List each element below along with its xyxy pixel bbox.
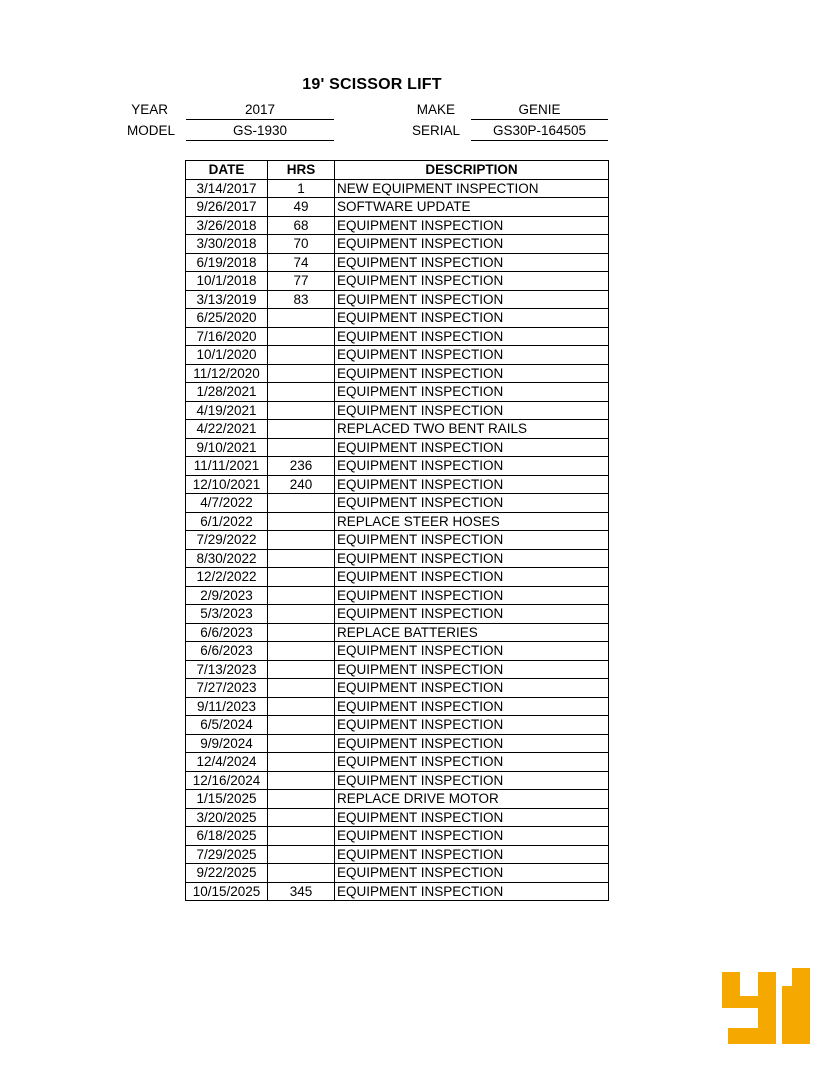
cell-hrs: 49 bbox=[268, 198, 335, 217]
cell-description: EQUIPMENT INSPECTION bbox=[335, 383, 609, 402]
cell-hrs bbox=[268, 494, 335, 513]
cell-description: EQUIPMENT INSPECTION bbox=[335, 290, 609, 309]
table-row bbox=[186, 420, 609, 439]
cell-hrs: 68 bbox=[268, 216, 335, 235]
cell-date: 7/29/2022 bbox=[186, 531, 268, 550]
cell-date: 10/1/2020 bbox=[186, 346, 268, 365]
cell-description: EQUIPMENT INSPECTION bbox=[335, 531, 609, 550]
cell-description: EQUIPMENT INSPECTION bbox=[335, 216, 609, 235]
cell-description: REPLACE BATTERIES bbox=[335, 623, 609, 642]
cell-hrs bbox=[268, 697, 335, 716]
cell-description: EQUIPMENT INSPECTION bbox=[335, 568, 609, 587]
cell-hrs bbox=[268, 327, 335, 346]
maintenance-log-table bbox=[185, 160, 609, 901]
table-row bbox=[186, 882, 609, 901]
serial-value: GS30P-164505 bbox=[471, 122, 608, 141]
cell-date: 7/16/2020 bbox=[186, 327, 268, 346]
cell-hrs bbox=[268, 549, 335, 568]
table-row bbox=[186, 401, 609, 420]
table-row bbox=[186, 605, 609, 624]
cell-hrs: 77 bbox=[268, 272, 335, 291]
cell-date: 6/18/2025 bbox=[186, 827, 268, 846]
model-value: GS-1930 bbox=[186, 122, 334, 141]
cell-date: 9/10/2021 bbox=[186, 438, 268, 457]
cell-hrs: 240 bbox=[268, 475, 335, 494]
cell-hrs bbox=[268, 753, 335, 772]
cell-description: EQUIPMENT INSPECTION bbox=[335, 605, 609, 624]
cell-description: EQUIPMENT INSPECTION bbox=[335, 753, 609, 772]
cell-description: EQUIPMENT INSPECTION bbox=[335, 679, 609, 698]
cell-date: 4/7/2022 bbox=[186, 494, 268, 513]
column-header-date: DATE bbox=[186, 161, 268, 180]
table-row bbox=[186, 549, 609, 568]
cell-date: 12/4/2024 bbox=[186, 753, 268, 772]
cell-hrs bbox=[268, 364, 335, 383]
cell-hrs bbox=[268, 586, 335, 605]
cell-hrs bbox=[268, 568, 335, 587]
cell-description: EQUIPMENT INSPECTION bbox=[335, 549, 609, 568]
make-label: MAKE bbox=[416, 102, 455, 117]
table-body bbox=[186, 179, 609, 901]
cell-date: 1/28/2021 bbox=[186, 383, 268, 402]
cell-description: REPLACED TWO BENT RAILS bbox=[335, 420, 609, 439]
table-row bbox=[186, 290, 609, 309]
cell-hrs bbox=[268, 771, 335, 790]
cell-date: 6/25/2020 bbox=[186, 309, 268, 328]
cell-date: 6/6/2023 bbox=[186, 623, 268, 642]
cell-date: 8/30/2022 bbox=[186, 549, 268, 568]
cell-date: 4/19/2021 bbox=[186, 401, 268, 420]
cell-date: 4/22/2021 bbox=[186, 420, 268, 439]
table-row bbox=[186, 864, 609, 883]
cell-hrs bbox=[268, 845, 335, 864]
column-header-description: DESCRIPTION bbox=[335, 161, 609, 180]
cell-date: 6/1/2022 bbox=[186, 512, 268, 531]
table-row bbox=[186, 753, 609, 772]
cell-hrs bbox=[268, 808, 335, 827]
cell-date: 10/15/2025 bbox=[186, 882, 268, 901]
cell-hrs bbox=[268, 679, 335, 698]
cell-description: EQUIPMENT INSPECTION bbox=[335, 734, 609, 753]
cell-description: EQUIPMENT INSPECTION bbox=[335, 364, 609, 383]
cell-description: EQUIPMENT INSPECTION bbox=[335, 494, 609, 513]
cell-hrs bbox=[268, 660, 335, 679]
cell-description: EQUIPMENT INSPECTION bbox=[335, 864, 609, 883]
table-row bbox=[186, 364, 609, 383]
cell-hrs: 83 bbox=[268, 290, 335, 309]
cell-date: 2/9/2023 bbox=[186, 586, 268, 605]
cell-hrs bbox=[268, 383, 335, 402]
column-header-hrs: HRS bbox=[268, 161, 335, 180]
cell-date: 3/26/2018 bbox=[186, 216, 268, 235]
cell-date: 1/15/2025 bbox=[186, 790, 268, 809]
cell-date: 11/11/2021 bbox=[186, 457, 268, 476]
table-row bbox=[186, 235, 609, 254]
cell-date: 6/6/2023 bbox=[186, 642, 268, 661]
table-row bbox=[186, 623, 609, 642]
cell-date: 7/27/2023 bbox=[186, 679, 268, 698]
cell-hrs bbox=[268, 401, 335, 420]
table-row bbox=[186, 475, 609, 494]
cell-hrs bbox=[268, 309, 335, 328]
cell-hrs bbox=[268, 512, 335, 531]
cell-description: EQUIPMENT INSPECTION bbox=[335, 642, 609, 661]
cell-description: EQUIPMENT INSPECTION bbox=[335, 235, 609, 254]
cell-hrs: 74 bbox=[268, 253, 335, 272]
cell-hrs bbox=[268, 531, 335, 550]
cell-description: EQUIPMENT INSPECTION bbox=[335, 716, 609, 735]
table-row bbox=[186, 790, 609, 809]
table-row bbox=[186, 346, 609, 365]
cell-description: EQUIPMENT INSPECTION bbox=[335, 660, 609, 679]
cell-hrs bbox=[268, 605, 335, 624]
table-row bbox=[186, 568, 609, 587]
table-row bbox=[186, 586, 609, 605]
table-row bbox=[186, 531, 609, 550]
cell-description: EQUIPMENT INSPECTION bbox=[335, 827, 609, 846]
year-value: 2017 bbox=[186, 101, 334, 120]
table-row bbox=[186, 494, 609, 513]
cell-hrs bbox=[268, 642, 335, 661]
cell-date: 9/22/2025 bbox=[186, 864, 268, 883]
table-row bbox=[186, 179, 609, 198]
page-title: 19' SCISSOR LIFT bbox=[302, 76, 442, 93]
serial-label: SERIAL bbox=[411, 123, 460, 138]
cell-hrs: 345 bbox=[268, 882, 335, 901]
cell-date: 9/9/2024 bbox=[186, 734, 268, 753]
cell-description: EQUIPMENT INSPECTION bbox=[335, 346, 609, 365]
cell-hrs bbox=[268, 734, 335, 753]
cell-description: EQUIPMENT INSPECTION bbox=[335, 253, 609, 272]
cell-hrs bbox=[268, 438, 335, 457]
cell-date: 3/30/2018 bbox=[186, 235, 268, 254]
make-value: GENIE bbox=[471, 101, 608, 120]
cell-hrs bbox=[268, 346, 335, 365]
cell-date: 10/1/2018 bbox=[186, 272, 268, 291]
cell-hrs: 236 bbox=[268, 457, 335, 476]
table-header-row bbox=[186, 161, 609, 180]
cell-description: REPLACE DRIVE MOTOR bbox=[335, 790, 609, 809]
table-row bbox=[186, 716, 609, 735]
cell-date: 12/16/2024 bbox=[186, 771, 268, 790]
cell-hrs bbox=[268, 827, 335, 846]
company-logo-icon bbox=[722, 968, 810, 1046]
table-row bbox=[186, 512, 609, 531]
cell-description: EQUIPMENT INSPECTION bbox=[335, 771, 609, 790]
table-row bbox=[186, 808, 609, 827]
table-row bbox=[186, 845, 609, 864]
cell-description: EQUIPMENT INSPECTION bbox=[335, 401, 609, 420]
table-row bbox=[186, 660, 609, 679]
cell-date: 5/3/2023 bbox=[186, 605, 268, 624]
table-row bbox=[186, 642, 609, 661]
cell-description: EQUIPMENT INSPECTION bbox=[335, 457, 609, 476]
cell-description: NEW EQUIPMENT INSPECTION bbox=[335, 179, 609, 198]
cell-hrs: 70 bbox=[268, 235, 335, 254]
model-label: MODEL bbox=[126, 123, 175, 138]
cell-date: 3/13/2019 bbox=[186, 290, 268, 309]
cell-date: 7/29/2025 bbox=[186, 845, 268, 864]
table-row bbox=[186, 697, 609, 716]
table-row bbox=[186, 216, 609, 235]
cell-date: 6/19/2018 bbox=[186, 253, 268, 272]
cell-date: 9/11/2023 bbox=[186, 697, 268, 716]
table-row bbox=[186, 272, 609, 291]
cell-description: EQUIPMENT INSPECTION bbox=[335, 882, 609, 901]
cell-description: EQUIPMENT INSPECTION bbox=[335, 438, 609, 457]
cell-description: REPLACE STEER HOSES bbox=[335, 512, 609, 531]
cell-hrs bbox=[268, 420, 335, 439]
table-row bbox=[186, 457, 609, 476]
table-row bbox=[186, 438, 609, 457]
cell-description: EQUIPMENT INSPECTION bbox=[335, 309, 609, 328]
cell-description: EQUIPMENT INSPECTION bbox=[335, 327, 609, 346]
cell-description: EQUIPMENT INSPECTION bbox=[335, 272, 609, 291]
year-label: YEAR bbox=[131, 102, 168, 117]
cell-date: 12/10/2021 bbox=[186, 475, 268, 494]
table-row bbox=[186, 383, 609, 402]
table-row bbox=[186, 198, 609, 217]
cell-description: EQUIPMENT INSPECTION bbox=[335, 845, 609, 864]
cell-date: 9/26/2017 bbox=[186, 198, 268, 217]
table-row bbox=[186, 679, 609, 698]
cell-hrs bbox=[268, 623, 335, 642]
cell-description: EQUIPMENT INSPECTION bbox=[335, 586, 609, 605]
cell-description: EQUIPMENT INSPECTION bbox=[335, 697, 609, 716]
cell-hrs bbox=[268, 864, 335, 883]
cell-hrs bbox=[268, 790, 335, 809]
table-row bbox=[186, 253, 609, 272]
table-row bbox=[186, 771, 609, 790]
table-row bbox=[186, 327, 609, 346]
table-row bbox=[186, 827, 609, 846]
cell-description: EQUIPMENT INSPECTION bbox=[335, 475, 609, 494]
table-row bbox=[186, 309, 609, 328]
cell-description: SOFTWARE UPDATE bbox=[335, 198, 609, 217]
cell-date: 3/14/2017 bbox=[186, 179, 268, 198]
table-row bbox=[186, 734, 609, 753]
cell-date: 7/13/2023 bbox=[186, 660, 268, 679]
cell-date: 11/12/2020 bbox=[186, 364, 268, 383]
cell-date: 6/5/2024 bbox=[186, 716, 268, 735]
cell-date: 12/2/2022 bbox=[186, 568, 268, 587]
cell-description: EQUIPMENT INSPECTION bbox=[335, 808, 609, 827]
cell-date: 3/20/2025 bbox=[186, 808, 268, 827]
cell-hrs: 1 bbox=[268, 179, 335, 198]
cell-hrs bbox=[268, 716, 335, 735]
